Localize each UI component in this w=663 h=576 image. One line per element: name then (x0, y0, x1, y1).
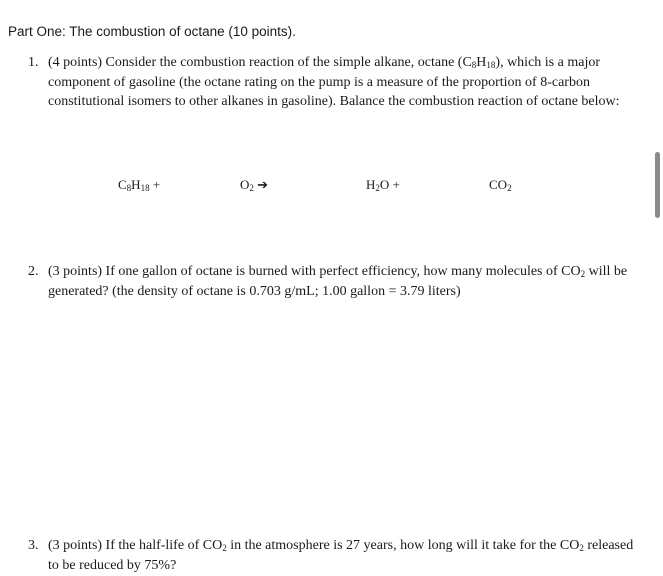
reactant-oxygen (240, 177, 268, 193)
question-line (48, 536, 638, 556)
question-line: to be reduced by 75%? (48, 557, 177, 573)
reactant-octane (118, 177, 160, 193)
text-segment: will be (585, 264, 628, 279)
formula-part: H (131, 177, 141, 192)
formula-part: H (366, 177, 376, 192)
formula-part: C (118, 177, 127, 192)
plus-sign: + (149, 177, 161, 192)
product-water (366, 177, 400, 193)
text-segment: (4 points) Consider the combustion reaction of the simple alkane, octane (C (48, 55, 472, 70)
subscript: 2 (579, 543, 584, 553)
subscript: 2 (249, 183, 254, 193)
question-line (48, 262, 638, 282)
subscript: 18 (140, 183, 150, 193)
reaction-arrow-icon: ➔ (253, 177, 269, 192)
formula-part: O (240, 177, 250, 192)
subscript: 2 (580, 269, 586, 279)
subscript: 2 (375, 183, 380, 193)
subscript: 8 (126, 183, 132, 193)
text-segment: (3 points) If the half-life of CO (48, 538, 223, 553)
question-line (48, 53, 628, 73)
question-2 (28, 262, 628, 302)
subscript: 2 (507, 183, 512, 193)
question-line: component of gasoline (the octane rating on the pump is a measure of the proportion of 8-carbon (48, 74, 590, 90)
text-segment: H (476, 55, 487, 70)
question-number: 2. (28, 264, 39, 279)
text-segment: (3 points) If one gallon of octane is burned with perfect efficiency, how many molecules of CO (48, 264, 581, 279)
vertical-scrollbar[interactable] (655, 152, 660, 218)
product-carbon-dioxide (489, 177, 512, 193)
question-line: generated? (the density of octane is 0.703 g/mL; 1.00 gallon = 3.79 liters) (48, 283, 461, 299)
question-line: constitutional isomers to other alkanes in gasoline). Balance the combustion reaction of octane below: (48, 94, 620, 109)
part-title: Part One: The combustion of octane (10 points). (8, 24, 296, 39)
question-text (48, 262, 638, 301)
question-number: 1. (28, 55, 39, 70)
question-number: 3. (28, 538, 39, 553)
text-segment: in the atmosphere is 27 years, how long will it take for the CO (226, 538, 580, 553)
subscript: 8 (471, 60, 477, 70)
formula-part: O + (379, 177, 400, 192)
subscript: 18 (486, 60, 496, 70)
text-segment: ), which is a major (495, 55, 600, 70)
question-text (48, 536, 638, 575)
text-segment: released (583, 538, 634, 553)
question-1 (28, 53, 628, 113)
question-text (48, 53, 628, 112)
question-3 (28, 536, 634, 576)
formula-part: CO (489, 177, 508, 192)
subscript: 2 (222, 543, 227, 553)
